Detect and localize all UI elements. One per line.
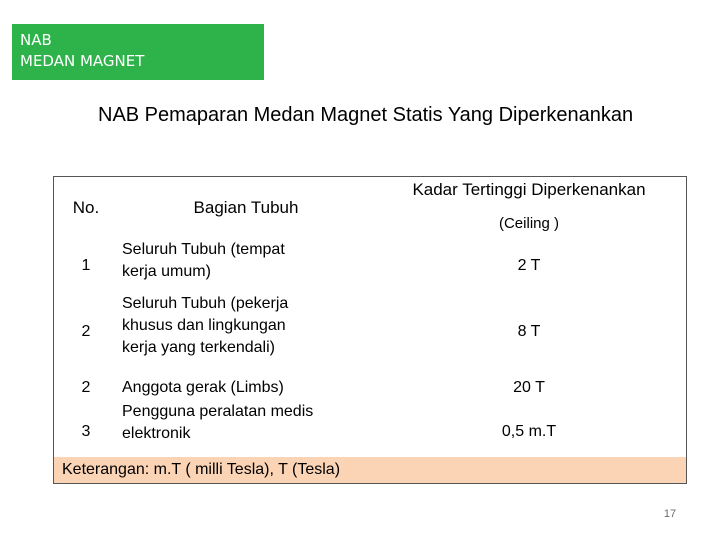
row-3-part-line: Anggota gerak (Limbs): [122, 379, 284, 396]
table-note: Keterangan: m.T ( milli Tesla), T (Tesla): [62, 461, 341, 478]
row-2-part: [122, 293, 370, 359]
slide-title: NAB Pemaparan Medan Magnet Statis Yang Diperkenankan: [98, 104, 634, 126]
row-4-no: 3: [81, 423, 91, 440]
row-3-part: [122, 377, 370, 399]
row-4-part: [122, 401, 370, 445]
row-2-part-line: kerja yang terkendali): [122, 339, 275, 356]
row-2-part-line: khusus dan lingkungan: [122, 317, 286, 334]
row-2-value: 8 T: [517, 323, 541, 340]
row-4-part-line: elektronik: [122, 425, 191, 442]
header-body-part: Bagian Tubuh: [193, 198, 299, 217]
row-1-part-line: Seluruh Tubuh (tempat: [122, 241, 285, 258]
row-1-no: 1: [81, 257, 91, 274]
row-2-part-line: Seluruh Tubuh (pekerja: [122, 295, 289, 312]
header-no: No.: [72, 198, 100, 217]
badge-line-2: MEDAN MAGNET: [20, 52, 145, 70]
row-4-value: 0,5 m.T: [501, 423, 557, 440]
page-number: 17: [663, 508, 677, 520]
row-2-no: 2: [81, 323, 91, 340]
row-3-no: 2: [81, 379, 91, 396]
header-ceiling: (Ceiling ): [498, 215, 559, 232]
row-1-part: [122, 239, 370, 283]
row-3-value: 20 T: [513, 379, 545, 396]
row-1-part-line: kerja umum): [122, 263, 211, 280]
header-max-level: Kadar Tertinggi Diperkenankan: [412, 180, 646, 199]
badge-line-1: NAB: [20, 31, 52, 49]
section-badge: [12, 24, 264, 80]
row-1-value: 2 T: [517, 257, 541, 274]
nab-table: [53, 176, 687, 484]
row-4-part-line: Pengguna peralatan medis: [122, 403, 314, 420]
